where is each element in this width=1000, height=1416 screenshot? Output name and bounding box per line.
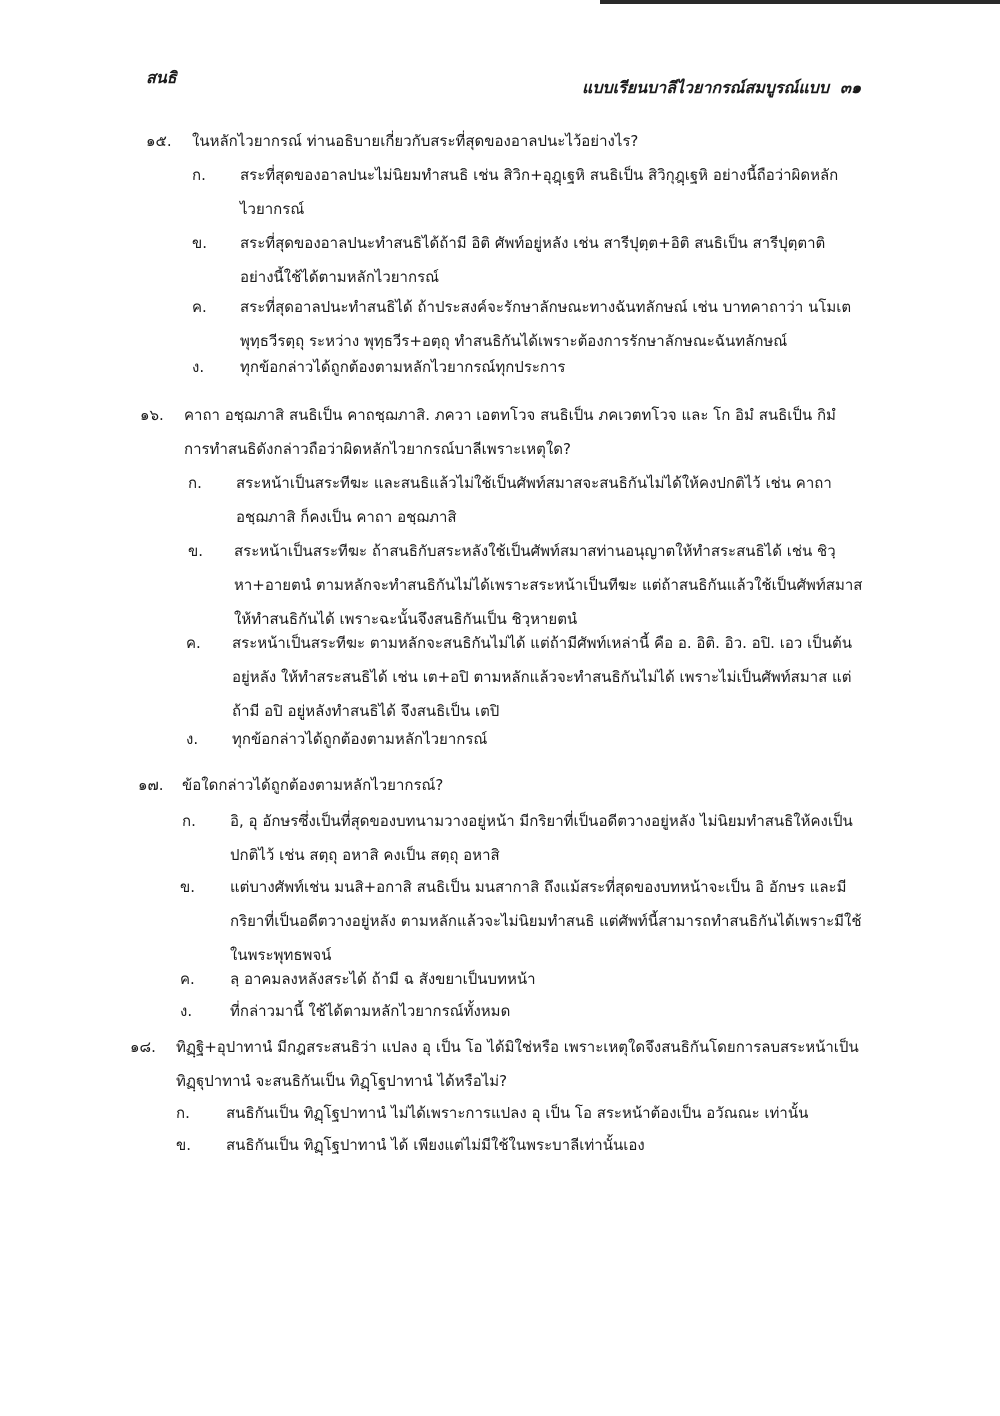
- scan-edge-shadow: [600, 0, 1000, 4]
- option-label: ง.: [192, 358, 205, 376]
- option-text: สนธิกันเป็น ทิฏฺโฐปาทานํ ได้ เพียงแต่ไม่มีใช้ในพระบาลีเท่านั้นเอง: [226, 1136, 645, 1154]
- option-label: ค.: [180, 970, 195, 988]
- question-number: ๑๗.: [138, 776, 164, 794]
- option-label: ก.: [182, 812, 196, 830]
- option-label: ข.: [176, 1136, 192, 1154]
- option-label: ก.: [188, 474, 202, 492]
- question-text: คาถา อชฺฌภาสิ สนธิเป็น คาถชฺฌภาสิ. ภควา เอตทโวจ สนธิเป็น ภคเวตทโวจ และ โก อิมํ สนธิเป็น กิมํ การทำสนธิดังกล่าวถือว่าผิดหลักไวยากรณ์บาลีเพราะเหตุใด?: [184, 406, 836, 458]
- option-text: ลฺ อาคมลงหลังสระได้ ถ้ามี ฉ สังขยาเป็นบทหน้า: [230, 970, 536, 988]
- option-label: ข.: [192, 234, 208, 252]
- question-text: ทิฏฺฐิ+อุปาทานํ มีกฎสระสนธิว่า แปลง อุ เป็น โอ ได้มิใช่หรือ เพราะเหตุใดจึงสนธิกันโดยการลบสระหน้าเป็น ทิฏฺฐุปาทานํ จะสนธิกันเป็น ทิฏฺโฐปาทานํ ได้หรือไม่?: [176, 1038, 859, 1090]
- option-label: ก.: [192, 166, 206, 184]
- option-text: ทุกข้อกล่าวได้ถูกต้องตามหลักไวยากรณ์ทุกประการ: [240, 358, 566, 376]
- option-label: ก.: [176, 1104, 190, 1122]
- option-label: ค.: [186, 634, 201, 652]
- option-label: ง.: [186, 730, 199, 748]
- option-label: ค.: [192, 298, 207, 316]
- option-text: สระหน้าเป็นสระทีฆะ ถ้าสนธิกับสระหลังใช้เป็นศัพท์สมาสท่านอนุญาตให้ทำสระสนธิได้ เช่น ชิวฺหา+อายตนํ ตามหลักจะทำสนธิกันไม่ได้เพราะสระหน้าเป็นทีฆะ แต่ถ้าสนธิกันแล้วใช้เป็นศัพท์สมาสให้ทำสนธิกันได้ เพราะฉะนั้นจึงสนธิกันเป็น ชิวฺหายตนํ: [234, 542, 863, 628]
- option-label: ข.: [180, 878, 196, 896]
- option-text: ที่กล่าวมานี้ ใช้ได้ตามหลักไวยากรณ์ทั้งหมด: [230, 1002, 511, 1020]
- option-text: ทุกข้อกล่าวได้ถูกต้องตามหลักไวยากรณ์: [232, 730, 488, 748]
- option-text: สระหน้าเป็นสระทีฆะ ตามหลักจะสนธิกันไม่ได้ แต่ถ้ามีศัพท์เหล่านี้ คือ อ. อิติ. อิว. อปิ. เอว เป็นต้นอยู่หลัง ให้ทำสระสนธิได้ เช่น เต+อปิ ตามหลักแล้วจะทำสนธิกันไม่ได้ เพราะไม่เป็นศัพท์สมาส แต่ถ้ามี อปิ อยู่หลังทำสนธิได้ จึงสนธิเป็น เตปิ: [232, 634, 852, 720]
- option-text: สระที่สุดของอาลปนะไม่นิยมทำสนธิ เช่น สิวิก+อุฎฺเฐหิ สนธิเป็น สิวิกุฎฺเฐหิ อย่างนี้ถือว่าผิดหลักไวยากรณ์: [240, 166, 839, 218]
- section-title: สนธิ: [146, 68, 177, 87]
- option-label: ง.: [180, 1002, 193, 1020]
- option-text: สระหน้าเป็นสระทีฆะ และสนธิแล้วไม่ใช้เป็นศัพท์สมาสจะสนธิกันไม่ได้ให้คงปกติไว้ เช่น คาถา อชฺฌภาสิ ก็คงเป็น คาถา อชฺฌภาสิ: [236, 474, 832, 526]
- question-text: ในหลักไวยากรณ์ ท่านอธิบายเกี่ยวกับสระที่สุดของอาลปนะไว้อย่างไร?: [192, 132, 639, 150]
- question-number: ๑๘.: [130, 1038, 156, 1056]
- option-label: ข.: [188, 542, 204, 560]
- book-title: แบบเรียนบาลีไวยากรณ์สมบูรณ์แบบ: [582, 78, 829, 97]
- option-text: แต่บางศัพท์เช่น มนสิ+อกาสิ สนธิเป็น มนสากาสิ ถึงแม้สระที่สุดของบทหน้าจะเป็น อิ อักษร และมีกริยาที่เป็นอดีตวางอยู่หลัง ตามหลักแล้วจะไม่นิยมทำสนธิ แต่ศัพท์นี้สามารถทำสนธิกันได้เพราะมีใช้ในพระพุทธพจน์: [230, 878, 862, 964]
- option-text: สระที่สุดอาลปนะทำสนธิได้ ถ้าประสงค์จะรักษาลักษณะทางฉันทลักษณ์ เช่น บาทคาถาว่า นโมเต พุทฺธวีรตฺถุ ระหว่าง พุทฺธวีร+อตฺถุ ทำสนธิกันได้เพราะต้องการรักษาลักษณะฉันทลักษณ์: [240, 298, 852, 350]
- page-header: [0, 62, 1000, 97]
- question-number: ๑๕.: [146, 132, 172, 150]
- option-text: สระที่สุดของอาลปนะทำสนธิได้ถ้ามี อิติ ศัพท์อยู่หลัง เช่น สารีปุตฺต+อิติ สนธิเป็น สารีปุตฺตาติ อย่างนี้ใช้ได้ตามหลักไวยากรณ์: [240, 234, 826, 286]
- question-text: ข้อใดกล่าวได้ถูกต้องตามหลักไวยากรณ์?: [182, 776, 444, 794]
- page-number: ๓๑: [840, 78, 862, 97]
- option-text: สนธิกันเป็น ทิฏฺโฐปาทานํ ไม่ได้เพราะการแปลง อุ เป็น โอ สระหน้าต้องเป็น อวัณณะ เท่านั้น: [226, 1104, 809, 1122]
- question-number: ๑๖.: [140, 406, 164, 424]
- option-text: อิ, อุ อักษรซึ่งเป็นที่สุดของบทนามวางอยู่หน้า มีกริยาที่เป็นอดีตวางอยู่หลัง ไม่นิยมทำสนธิให้คงเป็นปกติไว้ เช่น สตฺถุ อหาสิ คงเป็น สตฺถุ อหาสิ: [230, 812, 853, 864]
